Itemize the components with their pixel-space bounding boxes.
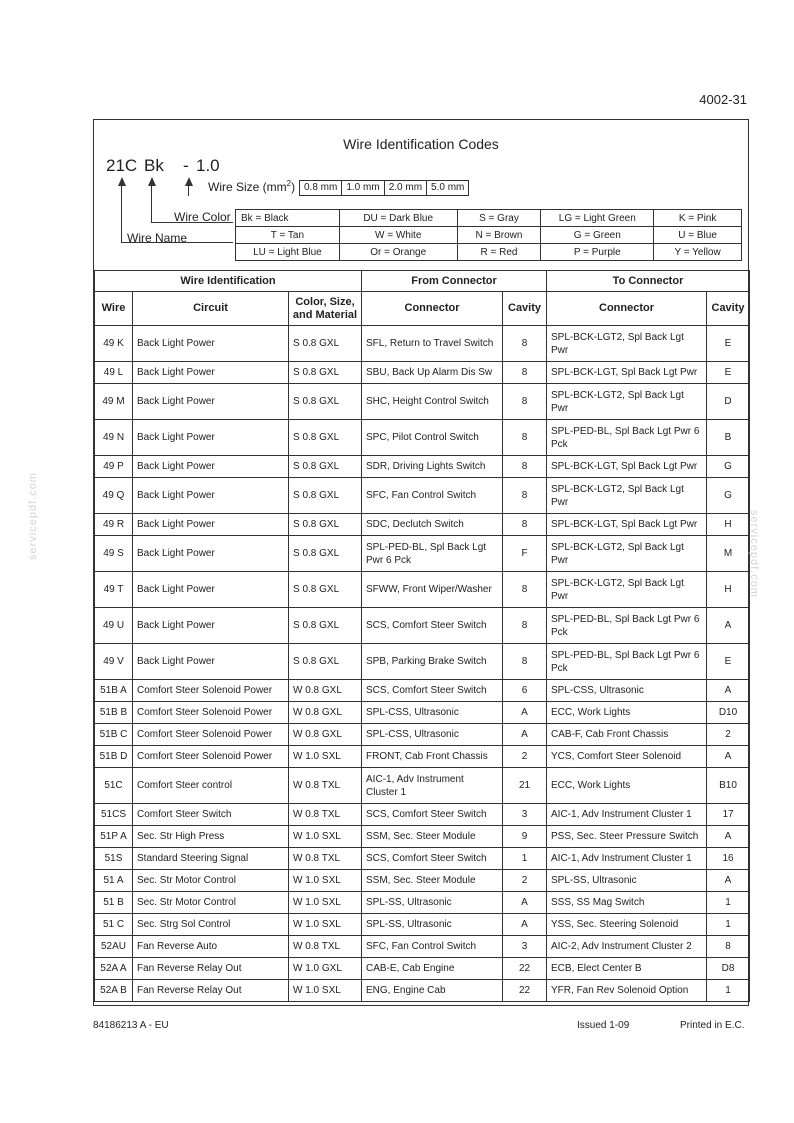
- to-cavity-cell: A: [707, 680, 750, 702]
- wire-size-label-close: ): [291, 180, 296, 194]
- to-connector-cell: SPL-BCK-LGT2, Spl Back Lgt Pwr: [547, 536, 707, 572]
- color-key-cell: U = Blue: [654, 227, 742, 244]
- legend-title: Wire Identification Codes: [343, 136, 499, 152]
- from-connector-column-header: Connector: [362, 292, 503, 326]
- to-cavity-cell: D10: [707, 702, 750, 724]
- from-connector-cell: SPL-CSS, Ultrasonic: [362, 702, 503, 724]
- from-cavity-cell: 8: [503, 420, 547, 456]
- from-connector-cell: SCS, Comfort Steer Switch: [362, 848, 503, 870]
- color-size-cell: S 0.8 GXL: [289, 536, 362, 572]
- table-row: [95, 644, 750, 680]
- from-cavity-cell: 1: [503, 848, 547, 870]
- circuit-cell: Comfort Steer Switch: [133, 804, 289, 826]
- to-connector-header: To Connector: [547, 271, 750, 292]
- color-size-cell: W 1.0 SXL: [289, 892, 362, 914]
- watermark-right: servicepdf.com: [748, 510, 760, 598]
- to-connector-cell: SPL-PED-BL, Spl Back Lgt Pwr 6 Pck: [547, 608, 707, 644]
- circuit-cell: Back Light Power: [133, 514, 289, 536]
- to-connector-cell: YFR, Fan Rev Solenoid Option: [547, 980, 707, 1002]
- circuit-cell: Sec. Str Motor Control: [133, 892, 289, 914]
- to-connector-cell: SPL-PED-BL, Spl Back Lgt Pwr 6 Pck: [547, 420, 707, 456]
- color-key-row: [236, 210, 742, 227]
- from-connector-cell: CAB-E, Cab Engine: [362, 958, 503, 980]
- column-header-row: [95, 292, 750, 326]
- wire-size-superscript: 2: [286, 179, 292, 188]
- to-cavity-cell: G: [707, 478, 750, 514]
- to-cavity-cell: D: [707, 384, 750, 420]
- from-connector-cell: SDR, Driving Lights Switch: [362, 456, 503, 478]
- from-connector-cell: SPL-SS, Ultrasonic: [362, 914, 503, 936]
- from-connector-cell: FRONT, Cab Front Chassis: [362, 746, 503, 768]
- to-connector-cell: SPL-BCK-LGT2, Spl Back Lgt Pwr: [547, 326, 707, 362]
- table-row: [95, 892, 750, 914]
- wire-size-label: [208, 179, 295, 194]
- table-row: [95, 572, 750, 608]
- to-cavity-cell: H: [707, 572, 750, 608]
- to-cavity-cell: 16: [707, 848, 750, 870]
- from-connector-cell: SSM, Sec. Steer Module: [362, 870, 503, 892]
- wire-name-arrow-icon: [118, 177, 126, 186]
- wire-rows: [95, 326, 750, 1002]
- table-row: [95, 384, 750, 420]
- circuit-cell: Back Light Power: [133, 572, 289, 608]
- color-size-cell: S 0.8 GXL: [289, 420, 362, 456]
- color-size-cell: S 0.8 GXL: [289, 478, 362, 514]
- to-cavity-cell: D8: [707, 958, 750, 980]
- table-row: [95, 608, 750, 644]
- circuit-cell: Back Light Power: [133, 478, 289, 514]
- color-size-header-line2: and Material: [292, 308, 358, 321]
- from-connector-cell: SFC, Fan Control Switch: [362, 936, 503, 958]
- to-cavity-cell: E: [707, 326, 750, 362]
- from-cavity-cell: F: [503, 536, 547, 572]
- from-cavity-cell: 3: [503, 936, 547, 958]
- color-size-cell: W 1.0 GXL: [289, 958, 362, 980]
- size-option: 2.0 mm: [385, 181, 427, 195]
- circuit-cell: Comfort Steer Solenoid Power: [133, 702, 289, 724]
- wire-color-arrow-icon: [148, 177, 156, 186]
- color-key-cell: LU = Light Blue: [236, 244, 340, 261]
- table-row: [95, 514, 750, 536]
- circuit-cell: Back Light Power: [133, 644, 289, 680]
- table-row: [95, 768, 750, 804]
- from-cavity-cell: 8: [503, 326, 547, 362]
- circuit-cell: Back Light Power: [133, 420, 289, 456]
- circuit-cell: Comfort Steer Solenoid Power: [133, 680, 289, 702]
- wire-size-options: [299, 180, 469, 196]
- doc-number: 84186213 A - EU: [93, 1020, 169, 1031]
- to-connector-cell: YCS, Comfort Steer Solenoid: [547, 746, 707, 768]
- example-dash: -: [183, 156, 189, 175]
- example-wire-name: 21C: [106, 156, 138, 175]
- color-size-cell: W 1.0 SXL: [289, 826, 362, 848]
- table-row: [95, 848, 750, 870]
- wire-name-leader-line: [121, 184, 122, 243]
- to-connector-cell: AIC-2, Adv Instrument Cluster 2: [547, 936, 707, 958]
- circuit-cell: Sec. Str Motor Control: [133, 870, 289, 892]
- from-cavity-cell: 22: [503, 958, 547, 980]
- color-size-cell: S 0.8 GXL: [289, 456, 362, 478]
- to-connector-cell: SPL-BCK-LGT, Spl Back Lgt Pwr: [547, 514, 707, 536]
- circuit-cell: Back Light Power: [133, 384, 289, 420]
- circuit-cell: Back Light Power: [133, 456, 289, 478]
- wire-cell: 51P A: [95, 826, 133, 848]
- color-size-cell: S 0.8 GXL: [289, 326, 362, 362]
- from-cavity-cell: A: [503, 724, 547, 746]
- wire-cell: 51B C: [95, 724, 133, 746]
- circuit-cell: Comfort Steer Solenoid Power: [133, 724, 289, 746]
- color-size-cell: W 1.0 SXL: [289, 746, 362, 768]
- group-header-row: [95, 271, 750, 292]
- wire-cell: 49 U: [95, 608, 133, 644]
- wire-cell: 49 N: [95, 420, 133, 456]
- color-key-row: [236, 227, 742, 244]
- wire-color-label: Wire Color: [174, 210, 231, 224]
- circuit-cell: Back Light Power: [133, 608, 289, 644]
- circuit-cell: Sec. Str High Press: [133, 826, 289, 848]
- from-cavity-cell: A: [503, 914, 547, 936]
- table-row: [95, 870, 750, 892]
- from-connector-cell: SSM, Sec. Steer Module: [362, 826, 503, 848]
- color-key-cell: S = Gray: [457, 210, 541, 227]
- from-connector-cell: SCS, Comfort Steer Switch: [362, 804, 503, 826]
- to-connector-cell: SPL-BCK-LGT, Spl Back Lgt Pwr: [547, 362, 707, 384]
- color-size-cell: W 0.8 GXL: [289, 724, 362, 746]
- to-cavity-cell: A: [707, 870, 750, 892]
- color-size-cell: W 0.8 GXL: [289, 702, 362, 724]
- table-row: [95, 702, 750, 724]
- color-size-cell: S 0.8 GXL: [289, 384, 362, 420]
- from-cavity-cell: 8: [503, 478, 547, 514]
- color-size-cell: W 0.8 TXL: [289, 848, 362, 870]
- color-key-cell: Bk = Black: [236, 210, 340, 227]
- wire-cell: 49 K: [95, 326, 133, 362]
- wire-cell: 52A B: [95, 980, 133, 1002]
- issued-date: Issued 1-09: [577, 1020, 630, 1031]
- color-key-row: [236, 244, 742, 261]
- color-size-cell: S 0.8 GXL: [289, 362, 362, 384]
- wire-cell: 49 T: [95, 572, 133, 608]
- wire-size-leader-line: [188, 184, 189, 196]
- wire-code-legend: [94, 120, 748, 270]
- size-option: 5.0 mm: [431, 182, 465, 193]
- table-row: [95, 746, 750, 768]
- to-cavity-cell: H: [707, 514, 750, 536]
- wire-size-label-text: Wire Size (mm: [208, 180, 287, 194]
- wire-identification-table: [94, 270, 750, 1002]
- page-number: 4002-31: [699, 92, 747, 107]
- color-key-cell: K = Pink: [654, 210, 742, 227]
- to-cavity-cell: 1: [707, 914, 750, 936]
- table-row: [95, 958, 750, 980]
- from-cavity-cell: A: [503, 702, 547, 724]
- from-connector-cell: SPC, Pilot Control Switch: [362, 420, 503, 456]
- to-cavity-cell: 8: [707, 936, 750, 958]
- table-row: [95, 456, 750, 478]
- color-key-cell: T = Tan: [236, 227, 340, 244]
- from-cavity-cell: A: [503, 892, 547, 914]
- to-cavity-cell: 17: [707, 804, 750, 826]
- wire-cell: 51CS: [95, 804, 133, 826]
- color-key-cell: R = Red: [457, 244, 541, 261]
- to-cavity-cell: 1: [707, 892, 750, 914]
- color-size-cell: W 1.0 SXL: [289, 870, 362, 892]
- from-connector-cell: SPL-SS, Ultrasonic: [362, 892, 503, 914]
- table-row: [95, 804, 750, 826]
- to-connector-cell: SPL-SS, Ultrasonic: [547, 870, 707, 892]
- wire-cell: 51B A: [95, 680, 133, 702]
- table-row: [95, 914, 750, 936]
- wire-cell: 51C: [95, 768, 133, 804]
- to-connector-cell: ECC, Work Lights: [547, 702, 707, 724]
- from-connector-cell: SPL-PED-BL, Spl Back Lgt Pwr 6 Pck: [362, 536, 503, 572]
- wire-cell: 49 M: [95, 384, 133, 420]
- from-connector-cell: SDC, Declutch Switch: [362, 514, 503, 536]
- to-connector-cell: SPL-PED-BL, Spl Back Lgt Pwr 6 Pck: [547, 644, 707, 680]
- wire-table-frame: [93, 119, 749, 1006]
- from-cavity-cell: 2: [503, 746, 547, 768]
- wire-color-key-table: [235, 209, 742, 261]
- color-key-cell: W = White: [339, 227, 457, 244]
- wire-column-header: Wire: [95, 292, 133, 326]
- from-connector-cell: SBU, Back Up Alarm Dis Sw: [362, 362, 503, 384]
- color-size-column-header: [289, 292, 362, 326]
- wire-cell: 52A A: [95, 958, 133, 980]
- circuit-cell: Standard Steering Signal: [133, 848, 289, 870]
- circuit-cell: Comfort Steer Solenoid Power: [133, 746, 289, 768]
- from-connector-cell: SPB, Parking Brake Switch: [362, 644, 503, 680]
- to-connector-cell: SSS, SS Mag Switch: [547, 892, 707, 914]
- wire-size-arrow-icon: [185, 177, 193, 186]
- to-connector-cell: ECB, Elect Center B: [547, 958, 707, 980]
- color-size-cell: W 1.0 SXL: [289, 980, 362, 1002]
- printed-location: Printed in E.C.: [680, 1020, 745, 1031]
- from-cavity-cell: 9: [503, 826, 547, 848]
- circuit-cell: Sec. Strg Sol Control: [133, 914, 289, 936]
- from-cavity-cell: 3: [503, 804, 547, 826]
- circuit-cell: Fan Reverse Relay Out: [133, 980, 289, 1002]
- to-connector-cell: YSS, Sec. Steering Solenoid: [547, 914, 707, 936]
- wire-cell: 49 P: [95, 456, 133, 478]
- table-row: [95, 980, 750, 1002]
- to-cavity-cell: G: [707, 456, 750, 478]
- circuit-column-header: Circuit: [133, 292, 289, 326]
- color-key-cell: N = Brown: [457, 227, 541, 244]
- circuit-cell: Back Light Power: [133, 362, 289, 384]
- from-connector-cell: ENG, Engine Cab: [362, 980, 503, 1002]
- wire-cell: 51S: [95, 848, 133, 870]
- from-cavity-cell: 8: [503, 514, 547, 536]
- from-connector-cell: SPL-CSS, Ultrasonic: [362, 724, 503, 746]
- from-cavity-cell: 8: [503, 384, 547, 420]
- from-cavity-column-header: Cavity: [503, 292, 547, 326]
- to-cavity-column-header: Cavity: [707, 292, 750, 326]
- example-wire-color: Bk: [144, 156, 164, 175]
- wire-cell: 49 S: [95, 536, 133, 572]
- wire-cell: 51 C: [95, 914, 133, 936]
- to-cavity-cell: A: [707, 826, 750, 848]
- color-key-cell: Or = Orange: [339, 244, 457, 261]
- from-cavity-cell: 2: [503, 870, 547, 892]
- table-row: [95, 326, 750, 362]
- circuit-cell: Fan Reverse Relay Out: [133, 958, 289, 980]
- wire-cell: 51 A: [95, 870, 133, 892]
- from-cavity-cell: 21: [503, 768, 547, 804]
- from-cavity-cell: 8: [503, 644, 547, 680]
- to-cavity-cell: B: [707, 420, 750, 456]
- to-cavity-cell: E: [707, 644, 750, 680]
- wire-cell: 51 B: [95, 892, 133, 914]
- size-option: 0.8 mm: [300, 181, 342, 195]
- wire-identification-header: Wire Identification: [95, 271, 362, 292]
- from-cavity-cell: 6: [503, 680, 547, 702]
- to-connector-cell: PSS, Sec. Steer Pressure Switch: [547, 826, 707, 848]
- color-size-cell: S 0.8 GXL: [289, 608, 362, 644]
- wire-cell: 51B B: [95, 702, 133, 724]
- from-connector-cell: SFC, Fan Control Switch: [362, 478, 503, 514]
- from-cavity-cell: 8: [503, 456, 547, 478]
- circuit-cell: Back Light Power: [133, 326, 289, 362]
- example-wire-size: 1.0: [196, 156, 220, 175]
- color-size-cell: W 0.8 TXL: [289, 804, 362, 826]
- to-cavity-cell: A: [707, 746, 750, 768]
- table-row: [95, 936, 750, 958]
- to-cavity-cell: M: [707, 536, 750, 572]
- to-cavity-cell: A: [707, 608, 750, 644]
- color-size-cell: W 1.0 SXL: [289, 914, 362, 936]
- to-cavity-cell: E: [707, 362, 750, 384]
- from-connector-cell: SFL, Return to Travel Switch: [362, 326, 503, 362]
- to-connector-cell: CAB-F, Cab Front Chassis: [547, 724, 707, 746]
- circuit-cell: Comfort Steer control: [133, 768, 289, 804]
- from-cavity-cell: 8: [503, 362, 547, 384]
- to-connector-cell: SPL-CSS, Ultrasonic: [547, 680, 707, 702]
- from-connector-header: From Connector: [362, 271, 547, 292]
- from-cavity-cell: 22: [503, 980, 547, 1002]
- wire-cell: 51B D: [95, 746, 133, 768]
- color-size-cell: W 0.8 GXL: [289, 680, 362, 702]
- to-connector-cell: SPL-BCK-LGT, Spl Back Lgt Pwr: [547, 456, 707, 478]
- circuit-cell: Back Light Power: [133, 536, 289, 572]
- color-key-cell: G = Green: [541, 227, 654, 244]
- wire-cell: 49 V: [95, 644, 133, 680]
- from-cavity-cell: 8: [503, 572, 547, 608]
- to-cavity-cell: B10: [707, 768, 750, 804]
- from-connector-cell: AIC-1, Adv Instrument Cluster 1: [362, 768, 503, 804]
- color-size-cell: S 0.8 GXL: [289, 644, 362, 680]
- to-connector-cell: SPL-BCK-LGT2, Spl Back Lgt Pwr: [547, 384, 707, 420]
- to-connector-column-header: Connector: [547, 292, 707, 326]
- wire-cell: 49 Q: [95, 478, 133, 514]
- from-connector-cell: SFWW, Front Wiper/Washer: [362, 572, 503, 608]
- table-row: [95, 724, 750, 746]
- color-size-cell: W 0.8 TXL: [289, 936, 362, 958]
- from-cavity-cell: 8: [503, 608, 547, 644]
- to-cavity-cell: 2: [707, 724, 750, 746]
- wire-color-leader-line: [151, 184, 152, 223]
- to-connector-cell: ECC, Work Lights: [547, 768, 707, 804]
- table-row: [95, 680, 750, 702]
- circuit-cell: Fan Reverse Auto: [133, 936, 289, 958]
- to-connector-cell: SPL-BCK-LGT2, Spl Back Lgt Pwr: [547, 572, 707, 608]
- size-option: 1.0 mm: [342, 181, 384, 195]
- color-key-cell: P = Purple: [541, 244, 654, 261]
- table-row: [95, 826, 750, 848]
- color-size-cell: S 0.8 GXL: [289, 572, 362, 608]
- wire-cell: 49 L: [95, 362, 133, 384]
- watermark-left: servicepdf.com: [27, 472, 39, 560]
- to-connector-cell: AIC-1, Adv Instrument Cluster 1: [547, 804, 707, 826]
- from-connector-cell: SCS, Comfort Steer Switch: [362, 608, 503, 644]
- color-key-cell: LG = Light Green: [541, 210, 654, 227]
- table-row: [95, 478, 750, 514]
- table-row: [95, 420, 750, 456]
- wire-cell: 49 R: [95, 514, 133, 536]
- color-size-header-line1: Color, Size,: [295, 295, 355, 308]
- color-size-cell: W 0.8 TXL: [289, 768, 362, 804]
- table-row: [95, 536, 750, 572]
- to-cavity-cell: 1: [707, 980, 750, 1002]
- table-row: [95, 362, 750, 384]
- color-key-cell: DU = Dark Blue: [339, 210, 457, 227]
- wire-name-label: Wire Name: [127, 231, 188, 245]
- to-connector-cell: SPL-BCK-LGT2, Spl Back Lgt Pwr: [547, 478, 707, 514]
- to-connector-cell: AIC-1, Adv Instrument Cluster 1: [547, 848, 707, 870]
- from-connector-cell: SHC, Height Control Switch: [362, 384, 503, 420]
- from-connector-cell: SCS, Comfort Steer Switch: [362, 680, 503, 702]
- color-size-cell: S 0.8 GXL: [289, 514, 362, 536]
- wire-cell: 52AU: [95, 936, 133, 958]
- color-key-cell: Y = Yellow: [654, 244, 742, 261]
